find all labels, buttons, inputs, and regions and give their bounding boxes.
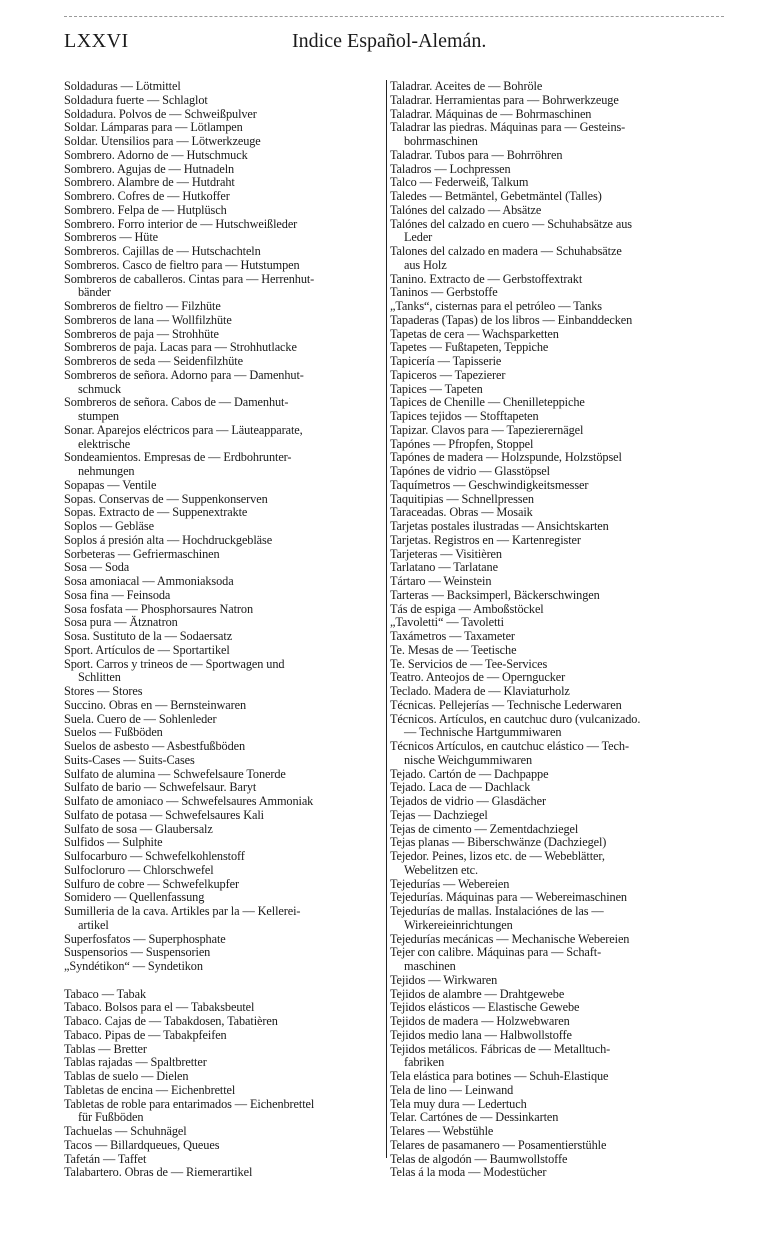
- index-entry-line: Tejado. Cartón de — Dachpappe: [390, 766, 549, 781]
- index-entry-line: Soldadura. Polvos de — Schweißpulver: [64, 106, 257, 121]
- index-entry-line: Tejidos de madera — Holzwebwaren: [390, 1014, 570, 1028]
- top-rule: [64, 16, 724, 17]
- index-entry-line: Soplos — Gebläse: [64, 519, 154, 533]
- index-entry-line: Tejidos medio lana — Halbwollstoffe: [390, 1027, 572, 1042]
- index-entry-line: maschinen: [404, 959, 456, 973]
- index-entry-line: Telar. Cartónes de — Dessinkarten: [390, 1110, 559, 1125]
- index-entry-line: Soldar. Lámparas para — Lötlampen: [64, 120, 243, 135]
- index-entry-line: Succino. Obras en — Bernsteinwaren: [64, 697, 247, 712]
- index-entry-line: Técnicos. Artículos, en cautchuc duro (vulcanizado.: [390, 711, 641, 726]
- index-entry-line: Sosa fina — Feinsoda: [64, 587, 171, 602]
- index-entry-line: Tela muy dura — Ledertuch: [390, 1096, 527, 1111]
- index-entry-line: Tejedurías de mallas. Instalaciónes de las —: [390, 904, 604, 918]
- index-entry-line: Tejedurías — Webereien: [390, 876, 510, 891]
- index-entry-line: Sosa fosfata — Phosphorsaures Natron: [64, 601, 254, 616]
- page-header: [64, 30, 724, 60]
- index-entry-line: Técnicas. Pellejerías — Technische Lederwaren: [390, 697, 622, 712]
- index-entry-line: Sport. Artículos de — Sportartikel: [64, 642, 230, 657]
- index-entry-line: Tejidos — Wirkwaren: [390, 972, 498, 987]
- index-entry-line: Tás de espiga — Amboßstöckel: [390, 601, 544, 616]
- index-entry-line: Técnicos Artículos, en cautchuc elástico — Tech-: [390, 739, 629, 753]
- index-entry-line: Tachuelas — Schuhnägel: [64, 1124, 187, 1138]
- index-entry-line: Suits-Cases — Suits-Cases: [64, 752, 195, 767]
- index-entry-line: Sombreros de señora. Cabos de — Damenhut-: [64, 395, 289, 410]
- index-entry-line: nische Weichgummiwaren: [404, 752, 533, 767]
- index-entry-line: [64, 974, 384, 988]
- index-entry-line: Sonar. Aparejos eléctricos para — Läuteapparate,: [64, 422, 303, 437]
- index-entry-line: Tarjetas. Registros en — Kartenregister: [390, 532, 581, 547]
- index-entry-line: Sombrero. Felpa de — Hutplüsch: [64, 202, 227, 217]
- index-entry-line: Teatro. Anteojos de — Operngucker: [390, 670, 566, 685]
- index-entry-line: Tejidos elásticos — Elastische Gewebe: [390, 1000, 580, 1015]
- index-entry-line: Sulfidos — Sulphite: [64, 835, 163, 850]
- index-entry-line: Sondeamientos. Empresas de — Erdbohrunter-: [64, 450, 292, 465]
- index-entry-line: Suelos de asbesto — Asbestfußböden: [64, 739, 246, 753]
- index-entry-line: Tabaco. Bolsos para el — Tabaksbeutel: [64, 1000, 255, 1015]
- index-entry-line: Sorbeteras — Gefriermaschinen: [64, 546, 220, 561]
- index-entry-line: Talones del calzado en madera — Schuhabsätze: [390, 244, 622, 258]
- index-entry-line: „Tavoletti“ — Tavoletti: [390, 615, 504, 630]
- index-entry-line: Sulfocarburo — Schwefelkohlenstoff: [64, 849, 245, 863]
- index-entry-line: Sulfuro de cobre — Schwefelkupfer: [64, 876, 239, 891]
- index-entry-line: Tablas de suelo — Dielen: [64, 1069, 189, 1083]
- index-entry-line: Sopapas — Ventile: [64, 477, 157, 492]
- index-entry-line: Tarteras — Backsimperl, Bäckerschwingen: [390, 587, 600, 602]
- index-entry-line: Suela. Cuero de — Sohlenleder: [64, 711, 217, 726]
- index-entry-line: Sombrero. Adorno de — Hutschmuck: [64, 147, 248, 162]
- index-entry-line: Telas de algodón — Baumwollstoffe: [390, 1151, 568, 1166]
- index-entry-line: stumpen: [78, 409, 119, 423]
- index-entry-line: Tejas planas — Biberschwänze (Dachziegel): [390, 835, 607, 850]
- index-entry-line: Sumilleria de la cava. Artikles par la — Kellerei-: [64, 904, 301, 918]
- index-entry-line: Taladrar. Tubos para — Bohrröhren: [390, 147, 563, 162]
- index-entry-line: Sombrero. Alambre de — Hutdraht: [64, 175, 235, 190]
- index-entry-line: Tejidos de alambre — Drahtgewebe: [390, 986, 565, 1001]
- index-entry-line: Tarlatano — Tarlatane: [390, 560, 498, 575]
- index-entry-line: Tarjetas postales ilustradas — Ansichtskarten: [390, 519, 609, 533]
- index-entry-line: Taraceadas. Obras — Mosaik: [390, 505, 533, 520]
- index-entry-line: Talónes del calzado — Absätze: [390, 202, 542, 217]
- index-entry-line: nehmungen: [78, 464, 135, 478]
- index-entry-line: Sombreros de paja. Lacas para — Strohhutlacke: [64, 340, 297, 355]
- index-entry-line: schmuck: [78, 381, 122, 396]
- index-entry-line: Tela de lino — Leinwand: [390, 1082, 514, 1097]
- index-entry-line: Tapaderas (Tapas) de los libros — Einbanddecken: [390, 312, 633, 327]
- index-entry-line: Soplos á presión alta — Hochdruckgebläse: [64, 532, 273, 547]
- index-entry-line: fabriken: [404, 1055, 445, 1070]
- index-entry-line: aus Holz: [404, 257, 447, 272]
- index-entry-line: Tapónes de vidrio — Glasstöpsel: [390, 464, 550, 478]
- index-entry-line: Sulfocloruro — Chlorschwefel: [64, 862, 214, 877]
- index-entry-line: Telares de pasamanero — Posamentierstühle: [390, 1137, 607, 1152]
- index-entry-line: Sport. Carros y trineos de — Sportwagen und: [64, 656, 285, 671]
- left-column: [64, 80, 384, 1180]
- index-entry-line: Talónes del calzado en cuero — Schuhabsätze aus: [390, 216, 632, 231]
- index-entry-line: Te. Servicios de — Tee-Services: [390, 656, 548, 671]
- index-entry-line: Tapónes — Pfropfen, Stoppel: [390, 436, 534, 451]
- index-entry-line: Sulfato de amoniaco — Schwefelsaures Ammoniak: [64, 794, 314, 808]
- index-entry-line: Tejedurías. Máquinas para — Webereimaschinen: [390, 890, 627, 905]
- index-entry-line: Taladrar. Herramientas para — Bohrwerkzeuge: [390, 92, 619, 107]
- index-entry-line: bänder: [78, 285, 111, 300]
- index-entry-line: Taladrar. Máquinas de — Bohrmaschinen: [390, 106, 592, 121]
- index-entry-line: Soldar. Utensilios para — Lötwerkzeuge: [64, 134, 261, 148]
- index-entry-line: Tela elástica para botines — Schuh-Elastique: [390, 1069, 609, 1083]
- index-entry-line: Suelos — Fußböden: [64, 725, 163, 740]
- index-entry-line: Sulfato de bario — Schwefelsaur. Baryt: [64, 780, 257, 795]
- index-entry-line: Soldaduras — Lötmittel: [64, 79, 181, 93]
- index-entry-line: Telares — Webstühle: [390, 1124, 494, 1138]
- index-entry-line: Sombrero. Cofres de — Hutkoffer: [64, 189, 230, 203]
- index-entry-line: Sombreros. Cajillas de — Hutschachteln: [64, 244, 261, 258]
- index-entry-line: Teclado. Madera de — Klaviaturholz: [390, 684, 570, 698]
- index-entry-line: Tejedurías mecánicas — Mechanische Webereien: [390, 931, 630, 946]
- index-entry-line: Tabletas de roble para entarimados — Eichenbrettel: [64, 1096, 315, 1111]
- page-title: Indice Español-Alemán.: [292, 30, 487, 52]
- index-entry-line: Tapices tejidos — Stofftapeten: [390, 409, 539, 423]
- index-entry-line: Tanino. Extracto de — Gerbstoffextrakt: [390, 271, 583, 286]
- index-entry-line: Sombrero. Forro interior de — Hutschweißleder: [64, 216, 298, 231]
- index-entry-line: Leder: [404, 230, 433, 245]
- index-entry-line: „Tanks“, cisternas para el petróleo — Tanks: [390, 299, 602, 313]
- index-entry-line: Sosa — Soda: [64, 560, 130, 575]
- index-entry-line: Te. Mesas de — Teetische: [390, 642, 517, 657]
- index-entry-line: Somidero — Quellenfassung: [64, 890, 205, 905]
- index-entry-line: artikel: [78, 917, 109, 932]
- index-entry-line: Tarjeteras — Visitièren: [390, 546, 502, 561]
- index-entry-line: Tapetas de cera — Wachsparketten: [390, 326, 559, 341]
- index-entry-line: Sombreros de seda — Seidenfilzhüte: [64, 354, 243, 368]
- index-entry-line: Tártaro — Weinstein: [390, 574, 492, 588]
- index-entry-line: Tapetes — Fußtapeten, Teppiche: [390, 340, 549, 355]
- index-entry-line: Tapices — Tapeten: [390, 381, 483, 396]
- index-entry-line: Sopas. Extracto de — Suppenextrakte: [64, 505, 248, 520]
- index-entry-line: Sulfato de potasa — Schwefelsaures Kali: [64, 807, 264, 822]
- right-column: [390, 80, 700, 1180]
- index-entry-line: Sombreros de caballeros. Cintas para — Herrenhut-: [64, 271, 315, 286]
- index-entry-line: Tabaco — Tabak: [64, 986, 147, 1001]
- index-entry-line: für Fußböden: [78, 1110, 144, 1125]
- index-entry-line: Tejedor. Peines, lizos etc. de — Webeblätter,: [390, 849, 605, 863]
- index-entry-line: Tapicería — Tapisserie: [390, 354, 502, 368]
- index-entry-line: Talabartero. Obras de — Riemerartikel: [64, 1165, 253, 1180]
- index-entry-line: Taquitipias — Schnellpressen: [390, 491, 534, 506]
- index-entry-line: Sombreros de lana — Wollfilzhüte: [64, 312, 232, 327]
- index-entry-line: Taquímetros — Geschwindigkeitsmesser: [390, 477, 589, 492]
- index-entry-line: Tejidos metálicos. Fábricas de — Metalltuch-: [390, 1041, 611, 1056]
- index-entry-line: Tapices de Chenille — Chenilleteppiche: [390, 395, 585, 410]
- index-entry-line: Soldadura fuerte — Schlaglot: [64, 92, 208, 107]
- index-entry-line: Suspensorios — Suspensorien: [64, 945, 211, 960]
- index-entry-line: Sombreros. Casco de fieltro para — Hutstumpen: [64, 257, 300, 272]
- index-entry-line: Taladros — Lochpressen: [390, 161, 511, 176]
- index-entry-line: Taledes — Betmäntel, Gebetmäntel (Talles): [390, 189, 602, 203]
- index-entry-line: Taxámetros — Taxameter: [390, 629, 515, 643]
- index-entry-line: Tejados de vidrio — Glasdächer: [390, 794, 546, 808]
- index-entry-line: Sopas. Conservas de — Suppenkonserven: [64, 491, 268, 506]
- index-entry-line: Tapizar. Clavos para — Tapezierernägel: [390, 422, 584, 437]
- index-entry-line: Tafetán — Taffet: [64, 1151, 147, 1166]
- index-entry-line: Schlitten: [78, 670, 121, 685]
- index-entry-line: Superfosfatos — Superphosphate: [64, 931, 226, 946]
- index-entry-line: Sulfato de sosa — Glaubersalz: [64, 821, 213, 836]
- index-entry-line: „Syndétikon“ — Syndetikon: [64, 959, 203, 973]
- index-entry-line: Webelitzen etc.: [404, 862, 478, 877]
- index-entry-line: — Technische Hartgummiwaren: [404, 725, 562, 740]
- index-entry-line: Tapónes de madera — Holzspunde, Holzstöpsel: [390, 450, 622, 465]
- index-entry-line: Telas á la moda — Modestücher: [390, 1165, 547, 1180]
- index-entry-line: Tejas — Dachziegel: [390, 807, 488, 822]
- index-entry-line: Tablas rajadas — Spaltbretter: [64, 1055, 207, 1070]
- index-entry-line: Tejer con calibre. Máquinas para — Schaft-: [390, 945, 602, 960]
- column-divider: [386, 80, 387, 1158]
- index-entry-line: Sosa amoniacal — Ammoniaksoda: [64, 574, 234, 588]
- index-entry-line: Sombreros de señora. Adorno para — Damenhut-: [64, 367, 304, 382]
- index-entry-line: bohrmaschinen: [404, 134, 478, 148]
- index-entry-line: Sombreros — Hüte: [64, 230, 159, 245]
- index-entry-line: Taladrar. Aceites de — Bohröle: [390, 79, 543, 93]
- index-entry-line: Wirkereieinrichtungen: [404, 917, 513, 932]
- index-entry-line: Taninos — Gerbstoffe: [390, 285, 498, 300]
- index-entry-line: Sosa. Sustituto de la — Sodaersatz: [64, 629, 233, 643]
- index-entry-line: Tacos — Billardqueues, Queues: [64, 1137, 220, 1152]
- index-entry-line: Tabaco. Cajas de — Tabakdosen, Tabatièren: [64, 1014, 278, 1028]
- index-entry-line: Stores — Stores: [64, 684, 143, 698]
- index-entry-line: Tapiceros — Tapezierer: [390, 367, 506, 382]
- index-entry-line: Tejado. Laca de — Dachlack: [390, 780, 531, 795]
- index-entry-line: Sombreros de paja — Strohhüte: [64, 326, 219, 341]
- index-entry-line: Tabaco. Pipas de — Tabakpfeifen: [64, 1027, 227, 1042]
- page-number: LXXVI: [64, 30, 129, 52]
- index-entry-line: Sombrero. Agujas de — Hutnadeln: [64, 161, 235, 176]
- index-entry-line: elektrische: [78, 436, 131, 451]
- index-entry-line: Tejas de cimento — Zementdachziegel: [390, 821, 579, 836]
- index-entry-line: Sulfato de alumina — Schwefelsaure Tonerde: [64, 766, 286, 781]
- index-entry-line: Taladrar las piedras. Máquinas para — Gesteins-: [390, 120, 626, 135]
- index-entry-line: Tabletas de encina — Eichenbrettel: [64, 1082, 236, 1097]
- index-entry-line: Sosa pura — Ätznatron: [64, 615, 178, 630]
- index-entry-line: Talco — Federweiß, Talkum: [390, 175, 529, 190]
- index-entry-line: Sombreros de fieltro — Filzhüte: [64, 299, 221, 313]
- index-entry-line: Tablas — Bretter: [64, 1041, 147, 1056]
